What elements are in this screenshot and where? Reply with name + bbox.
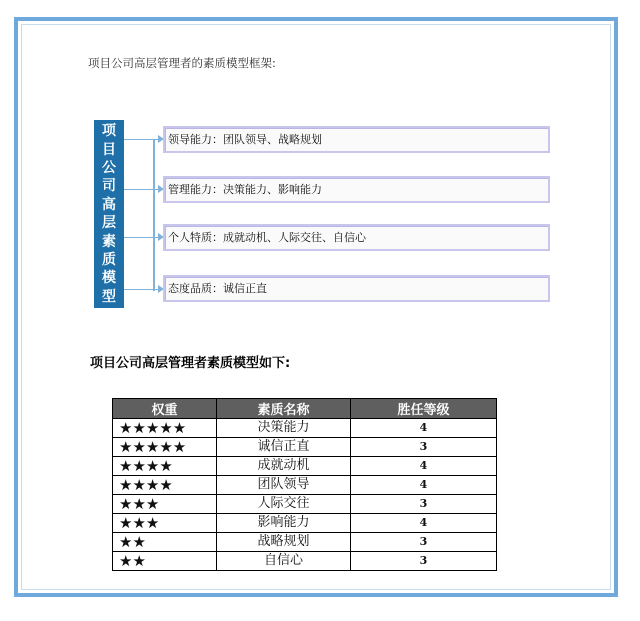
table-row	[113, 419, 497, 438]
weight-stars: ★★	[113, 552, 217, 571]
competency-name: 战略规划	[217, 533, 351, 552]
weight-stars: ★★★	[113, 514, 217, 533]
competency-name: 成就动机	[217, 457, 351, 476]
competency-grade: 3	[351, 495, 497, 514]
weight-stars: ★★	[113, 533, 217, 552]
column-header-weight: 权重	[113, 399, 217, 419]
intro-text: 项目公司高层管理者的素质模型框架:	[88, 56, 276, 70]
vertical-label-char: 型	[102, 288, 116, 305]
vertical-label-char: 高	[102, 196, 116, 213]
competency-box-management: 管理能力：决策能力、影响能力	[163, 176, 550, 203]
vertical-label-char: 目	[102, 141, 116, 158]
weight-stars: ★★★★	[113, 457, 217, 476]
competency-name: 诚信正直	[217, 438, 351, 457]
vertical-label-char: 质	[102, 251, 116, 268]
competency-name: 决策能力	[217, 419, 351, 438]
section-title: 项目公司高层管理者素质模型如下:	[90, 356, 291, 371]
weight-stars: ★★★	[113, 495, 217, 514]
vertical-label-char: 层	[102, 215, 116, 232]
column-header-grade: 胜任等级	[351, 399, 497, 419]
competency-box-personal-traits: 个人特质：成就动机、人际交往、自信心	[163, 224, 550, 251]
competency-grade: 4	[351, 457, 497, 476]
competency-grade: 3	[351, 533, 497, 552]
table-row	[113, 495, 497, 514]
competency-name: 影响能力	[217, 514, 351, 533]
competency-table	[112, 398, 497, 571]
table-header-row	[113, 399, 497, 419]
competency-name: 团队领导	[217, 476, 351, 495]
competency-box-leadership: 领导能力：团队领导、战略规划	[163, 126, 550, 153]
table-row	[113, 514, 497, 533]
connector-line	[124, 189, 160, 190]
vertical-label-bar	[94, 120, 124, 308]
competency-name: 人际交往	[217, 495, 351, 514]
competency-grade: 4	[351, 514, 497, 533]
competency-grade: 4	[351, 476, 497, 495]
competency-grade: 3	[351, 552, 497, 571]
vertical-label-char: 司	[102, 178, 116, 195]
connector-line	[124, 139, 160, 140]
vertical-label-char: 项	[102, 123, 116, 140]
vertical-label-char: 模	[102, 270, 116, 287]
connector-line	[124, 237, 160, 238]
connector-spine	[153, 139, 155, 291]
weight-stars: ★★★★★	[113, 438, 217, 457]
weight-stars: ★★★★	[113, 476, 217, 495]
competency-box-attitude: 态度品质：诚信正直	[163, 275, 550, 302]
table-row	[113, 476, 497, 495]
connector-line	[124, 289, 160, 290]
weight-stars: ★★★★★	[113, 419, 217, 438]
vertical-label-char: 素	[102, 233, 116, 250]
competency-grade: 3	[351, 438, 497, 457]
table-row	[113, 438, 497, 457]
table-row	[113, 533, 497, 552]
competency-name: 自信心	[217, 552, 351, 571]
competency-grade: 4	[351, 419, 497, 438]
table-row	[113, 457, 497, 476]
vertical-label-char: 公	[102, 160, 116, 177]
column-header-name: 素质名称	[217, 399, 351, 419]
table-row	[113, 552, 497, 571]
